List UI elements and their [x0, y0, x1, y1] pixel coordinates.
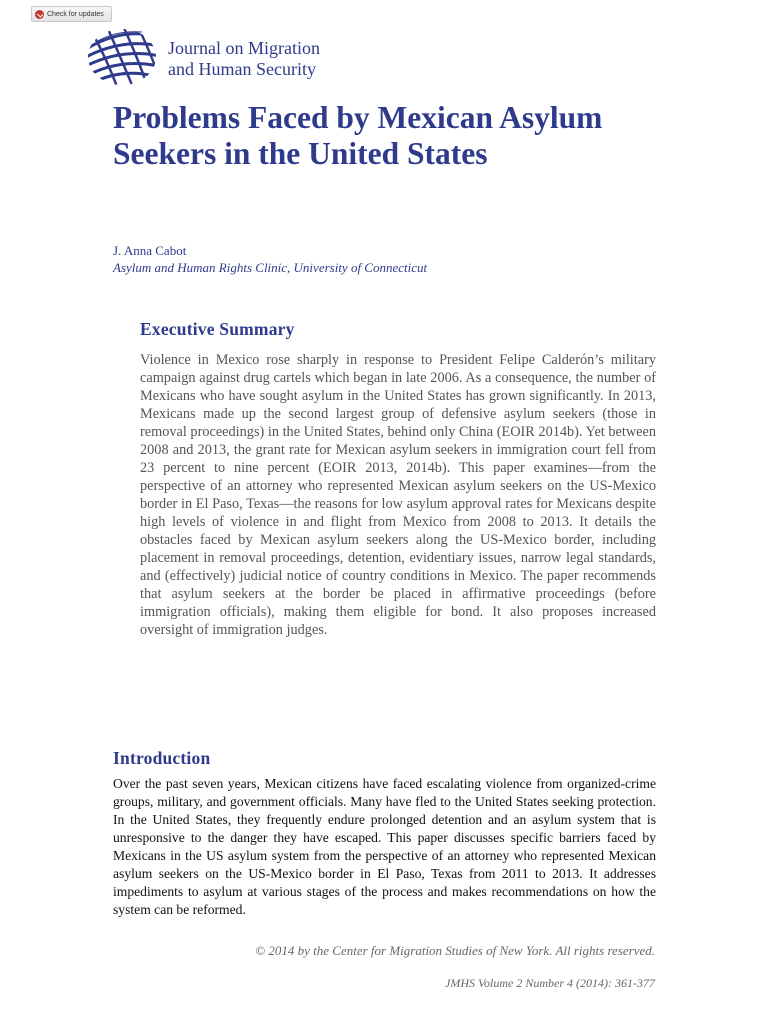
author-affiliation: Asylum and Human Rights Clinic, University of Connecticut [113, 260, 428, 275]
author-name: J. Anna Cabot [113, 243, 187, 258]
copyright-notice: © 2014 by the Center for Migration Studies of New York. All rights reserved. [255, 943, 655, 958]
journal-citation: JMHS Volume 2 Number 4 (2014): 361-377 [445, 976, 655, 990]
introduction-heading: Introduction [113, 748, 211, 768]
journal-logo-icon [86, 26, 160, 86]
check-badge-icon [35, 10, 44, 19]
article-title: Problems Faced by Mexican Asylum Seekers in the United States [113, 100, 603, 171]
executive-summary-heading: Executive Summary [140, 319, 295, 339]
check-for-updates-button[interactable] [31, 6, 112, 22]
journal-name-line2: and Human Security [168, 59, 316, 79]
introduction-body: Over the past seven years, Mexican citizens have faced escalating violence from organized-crime groups, military, and government officials. Many have fled to the United States seeking protection. In the United States, they frequently endure prolonged detention and an asylum system that is unresponsive to the danger they have escaped. This paper discusses specific barriers faced by Mexicans in the US asylum system from the perspective of an attorney who represented Mexican asylum seekers on the US-Mexico border in El Paso, Texas from 2011 to 2013. It addresses impediments to asylum at various stages of the process and makes recommendations on how the system can be reformed. [113, 776, 656, 917]
journal-name [168, 38, 320, 80]
check-for-updates-label: Check for updates [47, 10, 104, 18]
executive-summary-body: Violence in Mexico rose sharply in response to President Felipe Calderón’s military campaign against drug cartels which began in late 2006. As a consequence, the number of Mexicans who have sought asylum in the United States has grown significantly. In 2013, Mexicans made up the second largest group of defensive asylum seekers (those in removal proceedings) in the United States, behind only China (EOIR 2014b). Yet between 2008 and 2013, the grant rate for Mexican asylum seekers in immigration court fell from 23 percent to nine percent (EOIR 2013, 2014b). This paper examines—from the perspective of an attorney who represented Mexican asylum seekers on the US-Mexico border in El Paso, Texas—the reasons for low asylum approval rates for Mexicans despite high levels of violence in and flight from Mexico from 2008 to 2013. It details the obstacles faced by Mexican asylum seekers along the US-Mexico border, including placement in removal proceedings, detention, evidentiary issues, narrow legal standards, and (effectively) judicial notice of country conditions in Mexico. The paper recommends that asylum seekers at the border be placed in affirmative proceedings (before immigration officials), making them eligible for bond. It also proposes increased oversight of immigration judges. [140, 352, 656, 638]
journal-name-line1: Journal on Migration [168, 38, 320, 58]
